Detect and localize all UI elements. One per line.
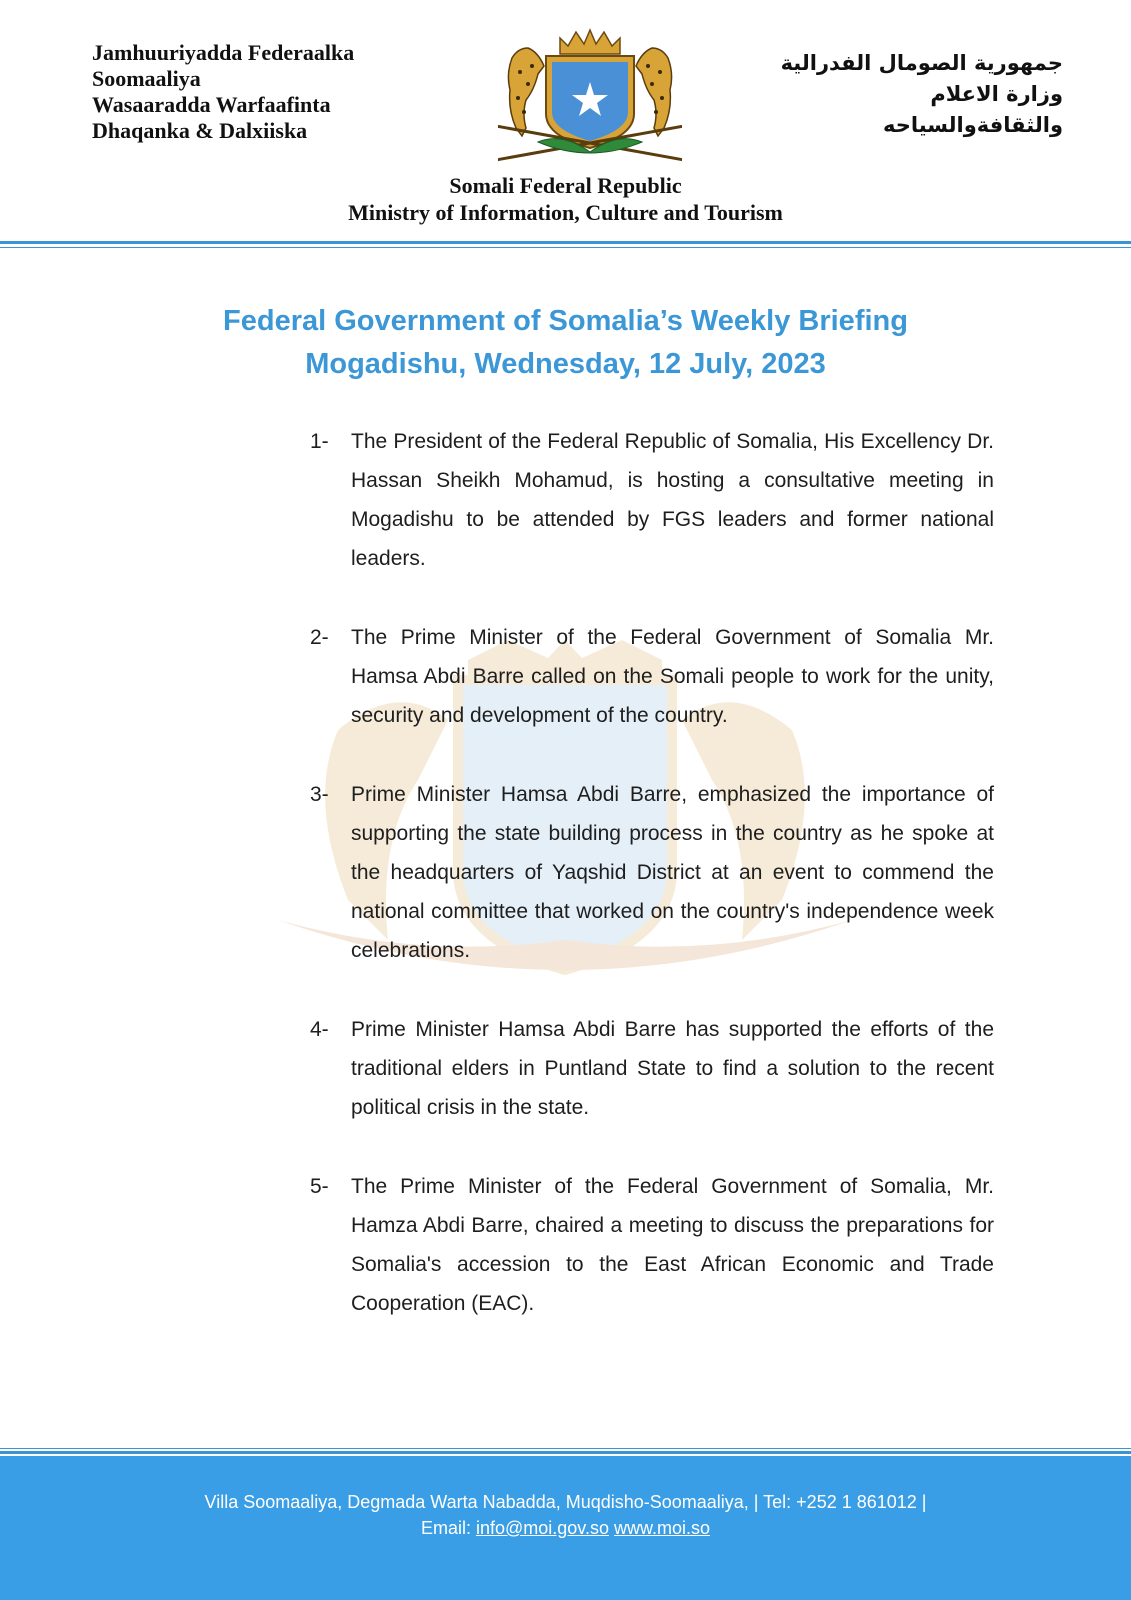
footer-address: Villa Soomaaliya, Degmada Warta Nabadda, Muqdisho-Soomaaliya, | Tel: +252 1 861012 |: [204, 1492, 927, 1512]
header-somali-line: Jamhuuriyadda Federaalka: [92, 40, 355, 65]
header-arabic-line: وزارة الاعلام: [930, 82, 1063, 106]
header-somali-block: [92, 40, 354, 144]
header-english-block: [0, 172, 1131, 226]
footer-rule-thick: [0, 1451, 1131, 1454]
header-somali-line: Soomaaliya: [92, 66, 201, 91]
item-number: 5-: [310, 1175, 329, 1198]
item-number: 2-: [310, 626, 329, 649]
coat-of-arms-emblem: [498, 24, 682, 164]
item-number: 4-: [310, 1018, 329, 1041]
item-number: 3-: [310, 783, 329, 806]
header-somali-line: Wasaaradda Warfaafinta: [92, 92, 331, 117]
footer-rule-thin: [0, 1448, 1131, 1449]
footer-contact-line: [0, 1515, 1131, 1541]
briefing-item: [310, 422, 994, 578]
item-number: 1-: [310, 430, 329, 453]
briefing-title: [0, 300, 1131, 386]
header-ministry-name: Ministry of Information, Culture and Tourism: [348, 200, 783, 225]
item-text: The President of the Federal Republic of Somalia, His Excellency Dr. Hassan Sheikh Mohamud, is hosting a consultative meeting in Mogadishu to be attended by FGS leaders and former national leaders.: [351, 430, 994, 570]
briefing-item: [310, 1167, 994, 1323]
briefing-title-line: Federal Government of Somalia’s Weekly Briefing: [223, 305, 908, 337]
briefing-item: [310, 1010, 994, 1127]
item-text: The Prime Minister of the Federal Government of Somalia, Mr. Hamza Abdi Barre, chaired a meeting to discuss the preparations for Somalia's accession to the East African Economic and Trade Cooperation (EAC).: [351, 1175, 994, 1315]
header-arabic-line: جمهورية الصومال الفدرالية: [780, 51, 1063, 75]
briefing-item: [310, 775, 994, 970]
briefing-items-list: [310, 422, 994, 1363]
header-arabic-line: والثقافةوالسياحه: [882, 113, 1063, 137]
header-rule-thin: [0, 247, 1131, 248]
header-arabic-block: [781, 48, 1063, 141]
footer: [0, 1456, 1131, 1600]
item-text: Prime Minister Hamsa Abdi Barre, emphasized the importance of supporting the state building process in the country as he spoke at the headquarters of Yaqshid District at an event to commend the national committee that worked on the country's independence week celebrations.: [351, 783, 994, 962]
header-somali-line: Dhaqanka & Dalxiiska: [92, 118, 308, 143]
footer-website-link[interactable]: www.moi.so: [614, 1518, 711, 1538]
footer-email-link[interactable]: info@moi.gov.so: [475, 1518, 609, 1538]
briefing-dateline: Mogadishu, Wednesday, 12 July, 2023: [305, 348, 826, 380]
briefing-item: [310, 618, 994, 735]
header-rule-thick: [0, 241, 1131, 244]
header-republic-name: Somali Federal Republic: [449, 173, 682, 198]
item-text: Prime Minister Hamsa Abdi Barre has supported the efforts of the traditional elders in Puntland State to find a solution to the recent political crisis in the state.: [351, 1018, 994, 1119]
footer-email-label: Email:: [420, 1518, 471, 1538]
item-text: The Prime Minister of the Federal Government of Somalia Mr. Hamsa Abdi Barre called on the Somali people to work for the unity, security and development of the country.: [351, 626, 994, 727]
